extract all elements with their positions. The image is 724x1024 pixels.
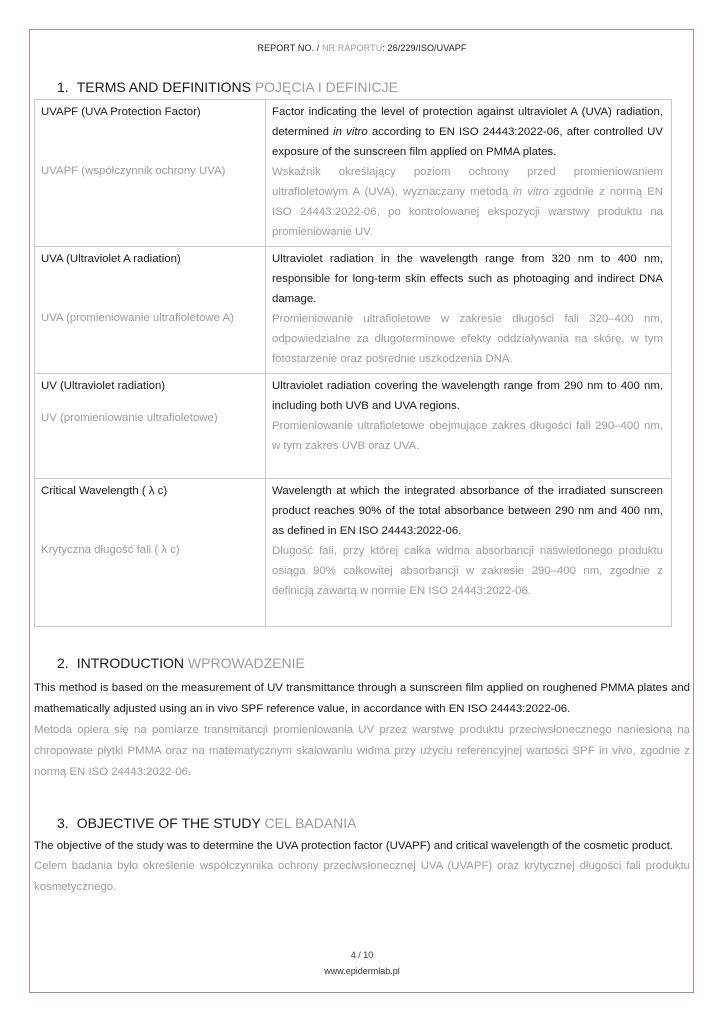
term-cell: [35, 374, 266, 479]
term-en: UVA (Ultraviolet A radiation): [41, 253, 181, 265]
definition-en-part: according to EN ISO 24443:2022-06, after controlled UV exposure of the sunscreen film applied on PMMA plates.: [272, 126, 663, 158]
definition-pl-italic: in vitro: [513, 186, 549, 198]
definition-cell: [266, 374, 672, 479]
section-1-title-en: TERMS AND DEFINITIONS: [76, 79, 251, 95]
introduction-text-en: This method is based on the measurement of UV transmittance through a sunscreen film applied on roughened PMMA plates and mathematically adjusted using an in vivo SPF reference value, in accordance with EN ISO 24443:2022-06.: [34, 682, 690, 715]
definition-en-part: Factor indicating the level of protection against ultraviolet A (UVA) radiation, determined: [272, 106, 663, 138]
table-row: [35, 479, 672, 627]
definition-pl: Promieniowanie ultrafioletowe w zakresie długości fali 320–400 nm, odpowiedzialne za długoterminowe efekty oddziaływania na skórę, w tym fotostarzenie oraz pośrednie uszkodzenia DNA.: [272, 313, 663, 365]
section-1-number: 1.: [57, 79, 69, 95]
table-row: [35, 374, 672, 479]
term-cell: [35, 247, 266, 374]
report-number-header: [0, 43, 724, 53]
objective-text-en: The objective of the study was to determine the UVA protection factor (UVAPF) and critical wavelength of the cosmetic product.: [34, 840, 674, 852]
definition-en: Ultraviolet radiation in the wavelength range from 320 nm to 400 nm, responsible for long-term skin effects such as photoaging and indirect DNA damage.: [272, 253, 663, 305]
term-pl: Krytyczna długość fali ( λ c): [41, 544, 180, 556]
definition-cell: [266, 247, 672, 374]
website-link: www.epidermlab.pl: [324, 966, 400, 976]
term-cell: [35, 479, 266, 627]
definition-pl: Promieniowanie ultrafioletowe obejmujące zakres długości fali 290–400 nm, w tym zakres UVB oraz UVA.: [272, 420, 663, 452]
term-pl: UVAPF (współczynnik ochrony UVA): [41, 165, 226, 177]
definition-pl: [272, 162, 663, 242]
section-3-title-pl: CEL BADANIA: [264, 815, 357, 831]
section-2-title-pl: WPROWADZENIE: [187, 655, 305, 671]
definition-cell: [266, 479, 672, 627]
report-label-pl: NR RAPORTU: [321, 43, 383, 53]
section-2-number: 2.: [57, 655, 69, 671]
page-number: 4 / 10: [350, 950, 374, 960]
term-pl: UV (promieniowanie ultrafioletowe): [41, 412, 218, 424]
definition-en-italic: in vitro: [333, 126, 368, 138]
definition-pl-part: Wskaźnik określający poziom ochrony przed promieniowaniem ultrafioletowym A (UVA), wyznaczany metodą: [272, 166, 663, 198]
section-3-title-en: OBJECTIVE OF THE STUDY: [76, 815, 261, 831]
report-number: : 26/229/ISO/UVAPF: [382, 43, 467, 53]
section-3-number: 3.: [57, 815, 69, 831]
table-row: [35, 247, 672, 374]
section-1-heading: [57, 79, 398, 95]
term-en: UV (Ultraviolet radiation): [41, 380, 166, 392]
definition-en: Wavelength at which the integrated absorbance of the irradiated sunscreen product reaches 90% of the total absorbance between 290 nm and 400 nm, as defined in EN ISO 24443:2022-06.: [272, 485, 663, 537]
term-pl: UVA (promieniowanie ultrafioletowe A): [41, 312, 234, 324]
section-1-title-pl: POJĘCIA I DEFINICJE: [254, 79, 398, 95]
definition-en: [272, 102, 663, 162]
term-en: UVAPF (UVA Protection Factor): [41, 106, 201, 118]
term-cell: [35, 100, 266, 247]
terms-table: [34, 99, 672, 627]
definition-en: Ultraviolet radiation covering the wavelength range from 290 nm to 400 nm, including both UVB and UVA regions.: [272, 380, 663, 412]
section-3-heading: [57, 815, 357, 831]
introduction-text-pl: Metoda opiera się na pomiarze transmitancji promieniowania UV przez warstwę produktu przeciwsłonecznego naniesioną na chropowate płytki PMMA oraz na matematycznym skalowaniu widma przy użyciu referencyjnej wartości SPF in vivo, zgodnie z normą EN ISO 24443:2022-06.: [34, 724, 690, 778]
section-2-title-en: INTRODUCTION: [76, 655, 185, 671]
term-en: Critical Wavelength ( λ c): [41, 485, 168, 497]
definition-pl: Długość fali, przy której całka widma absorbancji naświetlonego produktu osiąga 90% całkowitej absorbancji w zakresie 290–400 nm, zgodnie z definicją zawartą w normie EN ISO 24443:2022-06.: [272, 545, 663, 597]
definition-pl-part: zgodnie z normą EN ISO 24443:2022-06, po kontrolowanej ekspozycji warstwy produktu na promieniowanie UV.: [272, 186, 663, 238]
objective-text-pl: Celem badania było określenie współczynnika ochrony przeciwsłonecznej UVA (UVAPF) oraz krytycznej długości fali produktu kosmetycznego.: [34, 860, 690, 893]
section-2-heading: [57, 655, 305, 671]
report-label-en: REPORT NO. /: [257, 43, 320, 53]
definition-cell: [266, 100, 672, 247]
table-row: [35, 100, 672, 247]
